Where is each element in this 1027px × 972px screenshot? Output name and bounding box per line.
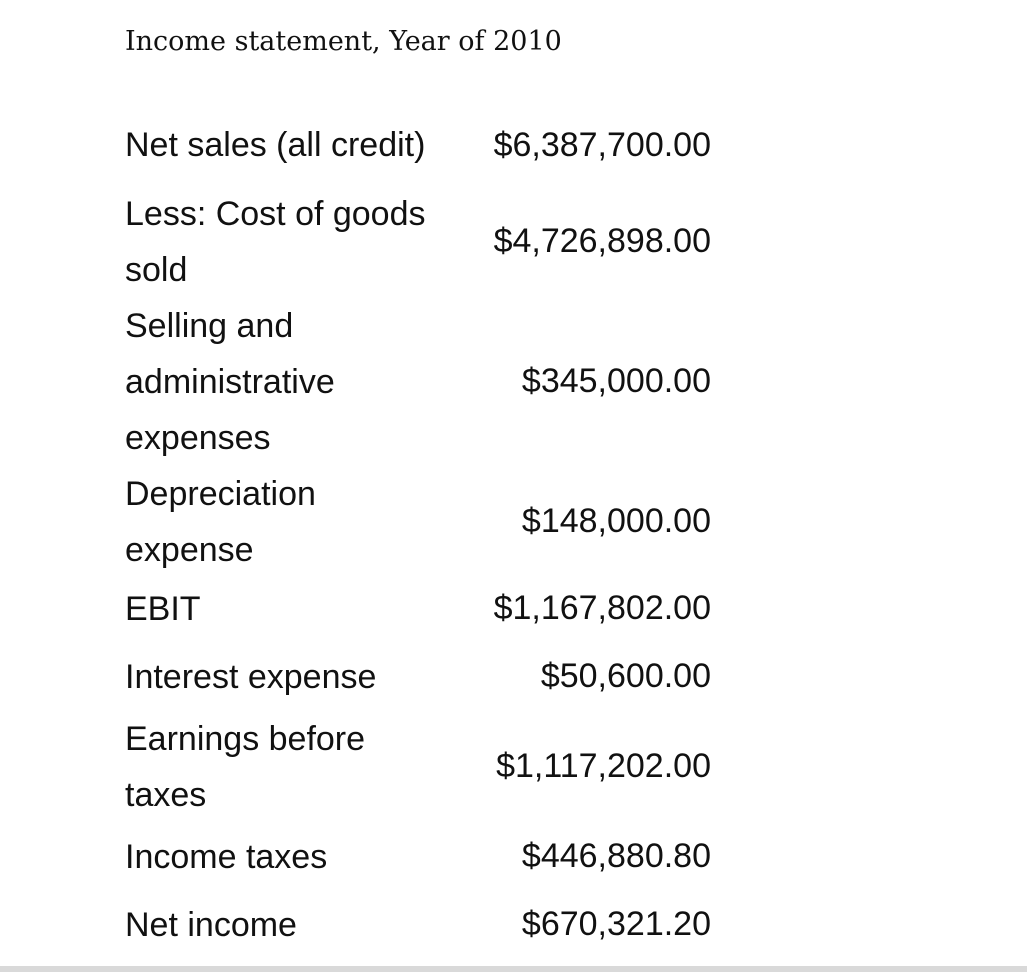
- row-value: $345,000.00: [521, 362, 711, 400]
- row-value: $446,880.80: [521, 837, 711, 875]
- row-value: $4,726,898.00: [493, 222, 711, 260]
- row-label: Earnings before taxes: [125, 720, 366, 814]
- row-label: Income taxes: [125, 838, 328, 876]
- statement-title: Income statement, Year of 2010: [125, 26, 562, 57]
- row-value: $148,000.00: [521, 502, 711, 540]
- bottom-divider: [0, 966, 1027, 972]
- row-value: $1,117,202.00: [496, 747, 711, 785]
- row-label: Interest expense: [125, 658, 377, 696]
- row-label: Less: Cost of goods sold: [125, 195, 426, 289]
- row-label: Net income: [125, 906, 297, 944]
- row-label: EBIT: [125, 590, 201, 628]
- row-value: $50,600.00: [540, 657, 711, 695]
- row-label: Depreciation expense: [125, 475, 316, 569]
- row-label: Net sales (all credit): [125, 126, 426, 164]
- row-value: $670,321.20: [521, 905, 711, 943]
- row-value: $6,387,700.00: [493, 126, 711, 164]
- row-label: Selling and administrative expenses: [125, 307, 335, 457]
- row-value: $1,167,802.00: [493, 589, 711, 627]
